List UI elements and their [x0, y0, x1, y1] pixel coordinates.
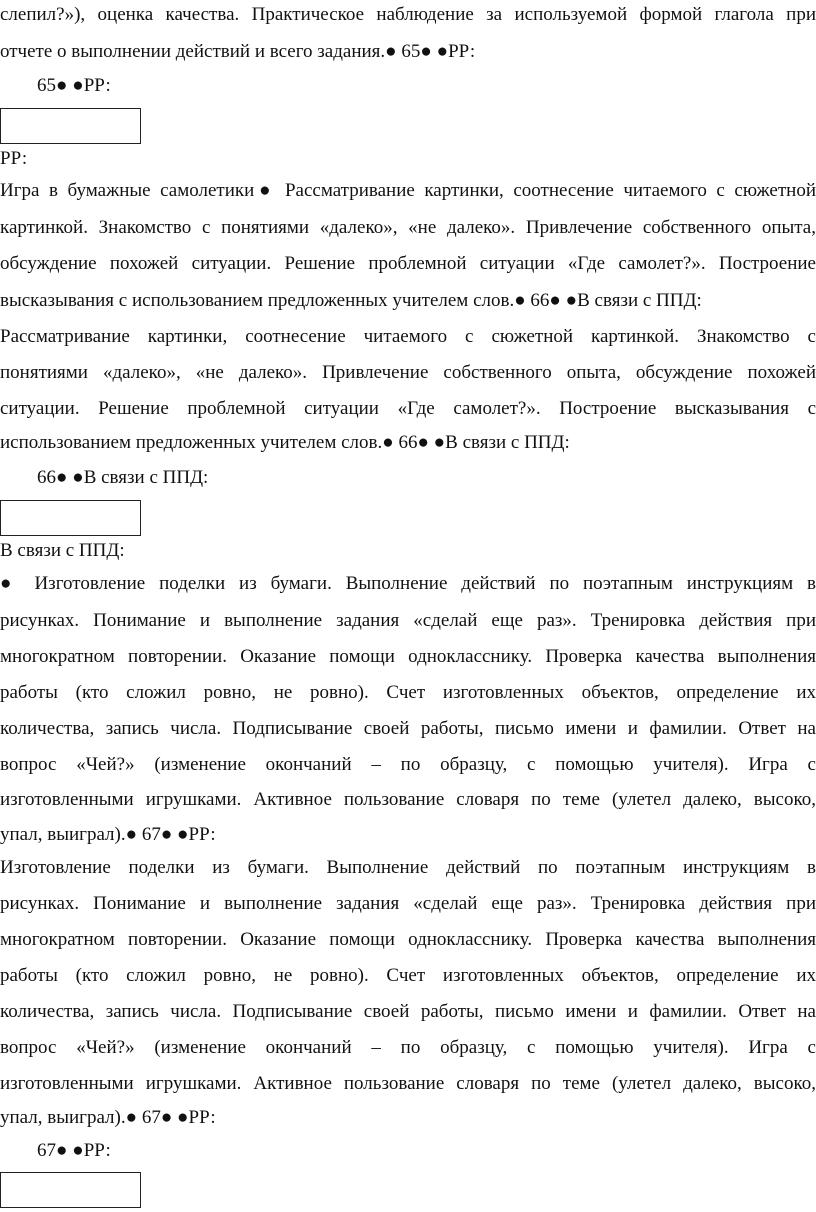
text-line: изготовленными игрушками. Активное пользование словаря по теме (улетел далеко, высоко,: [0, 1073, 816, 1094]
text-line: количества, запись числа. Подписывание своей работы, письмо имени и фамилии. Ответ на: [0, 1001, 816, 1022]
text-line: работы (кто сложил ровно, не ровно). Счет изготовленных объектов, определение их: [0, 682, 816, 703]
text-line: рисунках. Понимание и выполнение задания «сделай еще раз». Тренировка действия при: [0, 610, 816, 631]
text-line: количества, запись числа. Подписывание своей работы, письмо имени и фамилии. Ответ на: [0, 718, 816, 739]
empty-table-cell: [0, 108, 141, 144]
text-line: ситуации. Решение проблемной ситуации «Где самолет?». Построение высказывания с: [0, 398, 816, 419]
text-line: Изготовление поделки из бумаги. Выполнение действий по поэтапным инструкциям в: [0, 857, 816, 878]
text-line: вопрос «Чей?» (изменение окончаний – по образцу, с помощью учителя). Игра с: [0, 754, 816, 775]
text-line: В связи с ППД:: [0, 540, 125, 561]
text-line: понятиями «далеко», «не далеко». Привлечение собственного опыта, обсуждение похожей: [0, 362, 816, 383]
text-line: 67● ●РР:: [37, 1140, 111, 1161]
text-line: Игра в бумажные самолетики● Рассматривание картинки, соотнесение читаемого с сюжетной: [0, 180, 816, 201]
text-line: работы (кто сложил ровно, не ровно). Счет изготовленных объектов, определение их: [0, 965, 816, 986]
empty-table-cell: [0, 500, 141, 536]
text-line: ● Изготовление поделки из бумаги. Выполнение действий по поэтапным инструкциям в: [0, 573, 816, 594]
text-line: упал, выиграл).● 67● ●РР:: [0, 824, 216, 845]
text-line: вопрос «Чей?» (изменение окончаний – по образцу, с помощью учителя). Игра с: [0, 1037, 816, 1058]
text-line: использованием предложенных учителем слов.● 66● ●В связи с ППД:: [0, 432, 570, 453]
text-line: Рассматривание картинки, соотнесение читаемого с сюжетной картинкой. Знакомство с: [0, 326, 816, 347]
text-line: изготовленными игрушками. Активное пользование словаря по теме (улетел далеко, высоко,: [0, 789, 816, 810]
text-line: многократном повторении. Оказание помощи однокласснику. Проверка качества выполнения: [0, 646, 816, 667]
text-line: слепил?»), оценка качества. Практическое наблюдение за используемой формой глагола при: [0, 4, 816, 25]
empty-table-cell: [0, 1172, 141, 1208]
text-line: обсуждение похожей ситуации. Решение проблемной ситуации «Где самолет?». Построение: [0, 253, 816, 274]
text-line: рисунках. Понимание и выполнение задания «сделай еще раз». Тренировка действия при: [0, 893, 816, 914]
text-line: 65● ●РР:: [37, 75, 111, 96]
text-line: высказывания с использованием предложенных учителем слов.● 66● ●В связи с ППД:: [0, 290, 702, 311]
text-line: упал, выиграл).● 67● ●РР:: [0, 1107, 216, 1128]
text-line: картинкой. Знакомство с понятиями «далеко», «не далеко». Привлечение собственного опыта,: [0, 217, 816, 238]
text-line: РР:: [0, 148, 28, 169]
text-line: отчете о выполнении действий и всего задания.● 65● ●РР:: [0, 41, 476, 62]
text-line: многократном повторении. Оказание помощи однокласснику. Проверка качества выполнения: [0, 929, 816, 950]
text-line: 66● ●В связи с ППД:: [37, 467, 209, 488]
